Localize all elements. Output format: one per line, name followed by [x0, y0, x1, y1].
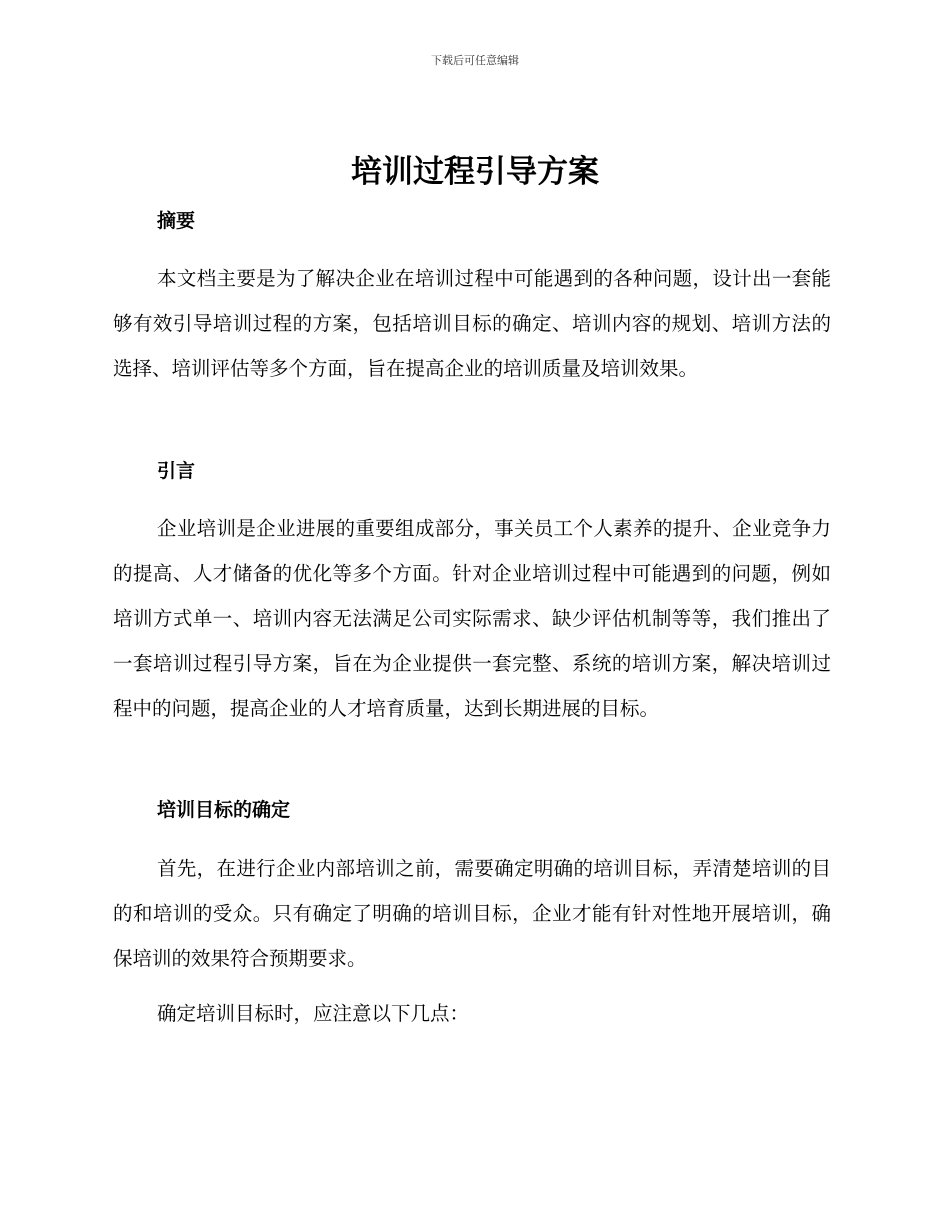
document-title: 培训过程引导方案	[351, 154, 599, 190]
intro-paragraph: 企业培训是企业进展的重要组成部分，事关员工个人素养的提升、企业竞争力的提高、人才储备的优化等多个方面。针对企业培训过程中可能遇到的问题，例如培训方式单一、培训内容无法满足公司实际需求、缺少评估机制等等，我们推出了一套培训过程引导方案，旨在为企业提供一套完整、系统的培训方案，解决培训过程中的问题，提高企业的人才培育质量，达到长期进展的目标。	[113, 517, 831, 720]
goals-paragraph-2: 确定培训目标时，应注意以下几点：	[157, 1002, 470, 1025]
abstract-paragraph: 本文档主要是为了解决企业在培训过程中可能遇到的各种问题，设计出一套能够有效引导培训过程的方案，包括培训目标的确定、培训内容的规划、培训方法的选择、培训评估等多个方面，旨在提高企业的培训质量及培训效果。	[113, 267, 831, 380]
section-heading-goals: 培训目标的确定	[157, 799, 291, 821]
section-heading-intro: 引言	[157, 460, 196, 482]
section-heading-abstract: 摘要	[157, 210, 196, 232]
goals-paragraph-1: 首先，在进行企业内部培训之前，需要确定明确的培训目标，弄清楚培训的目的和培训的受众。只有确定了明确的培训目标，企业才能有针对性地开展培训，确保培训的效果符合预期要求。	[113, 857, 831, 970]
header-note: 下载后可任意编辑	[431, 54, 519, 67]
